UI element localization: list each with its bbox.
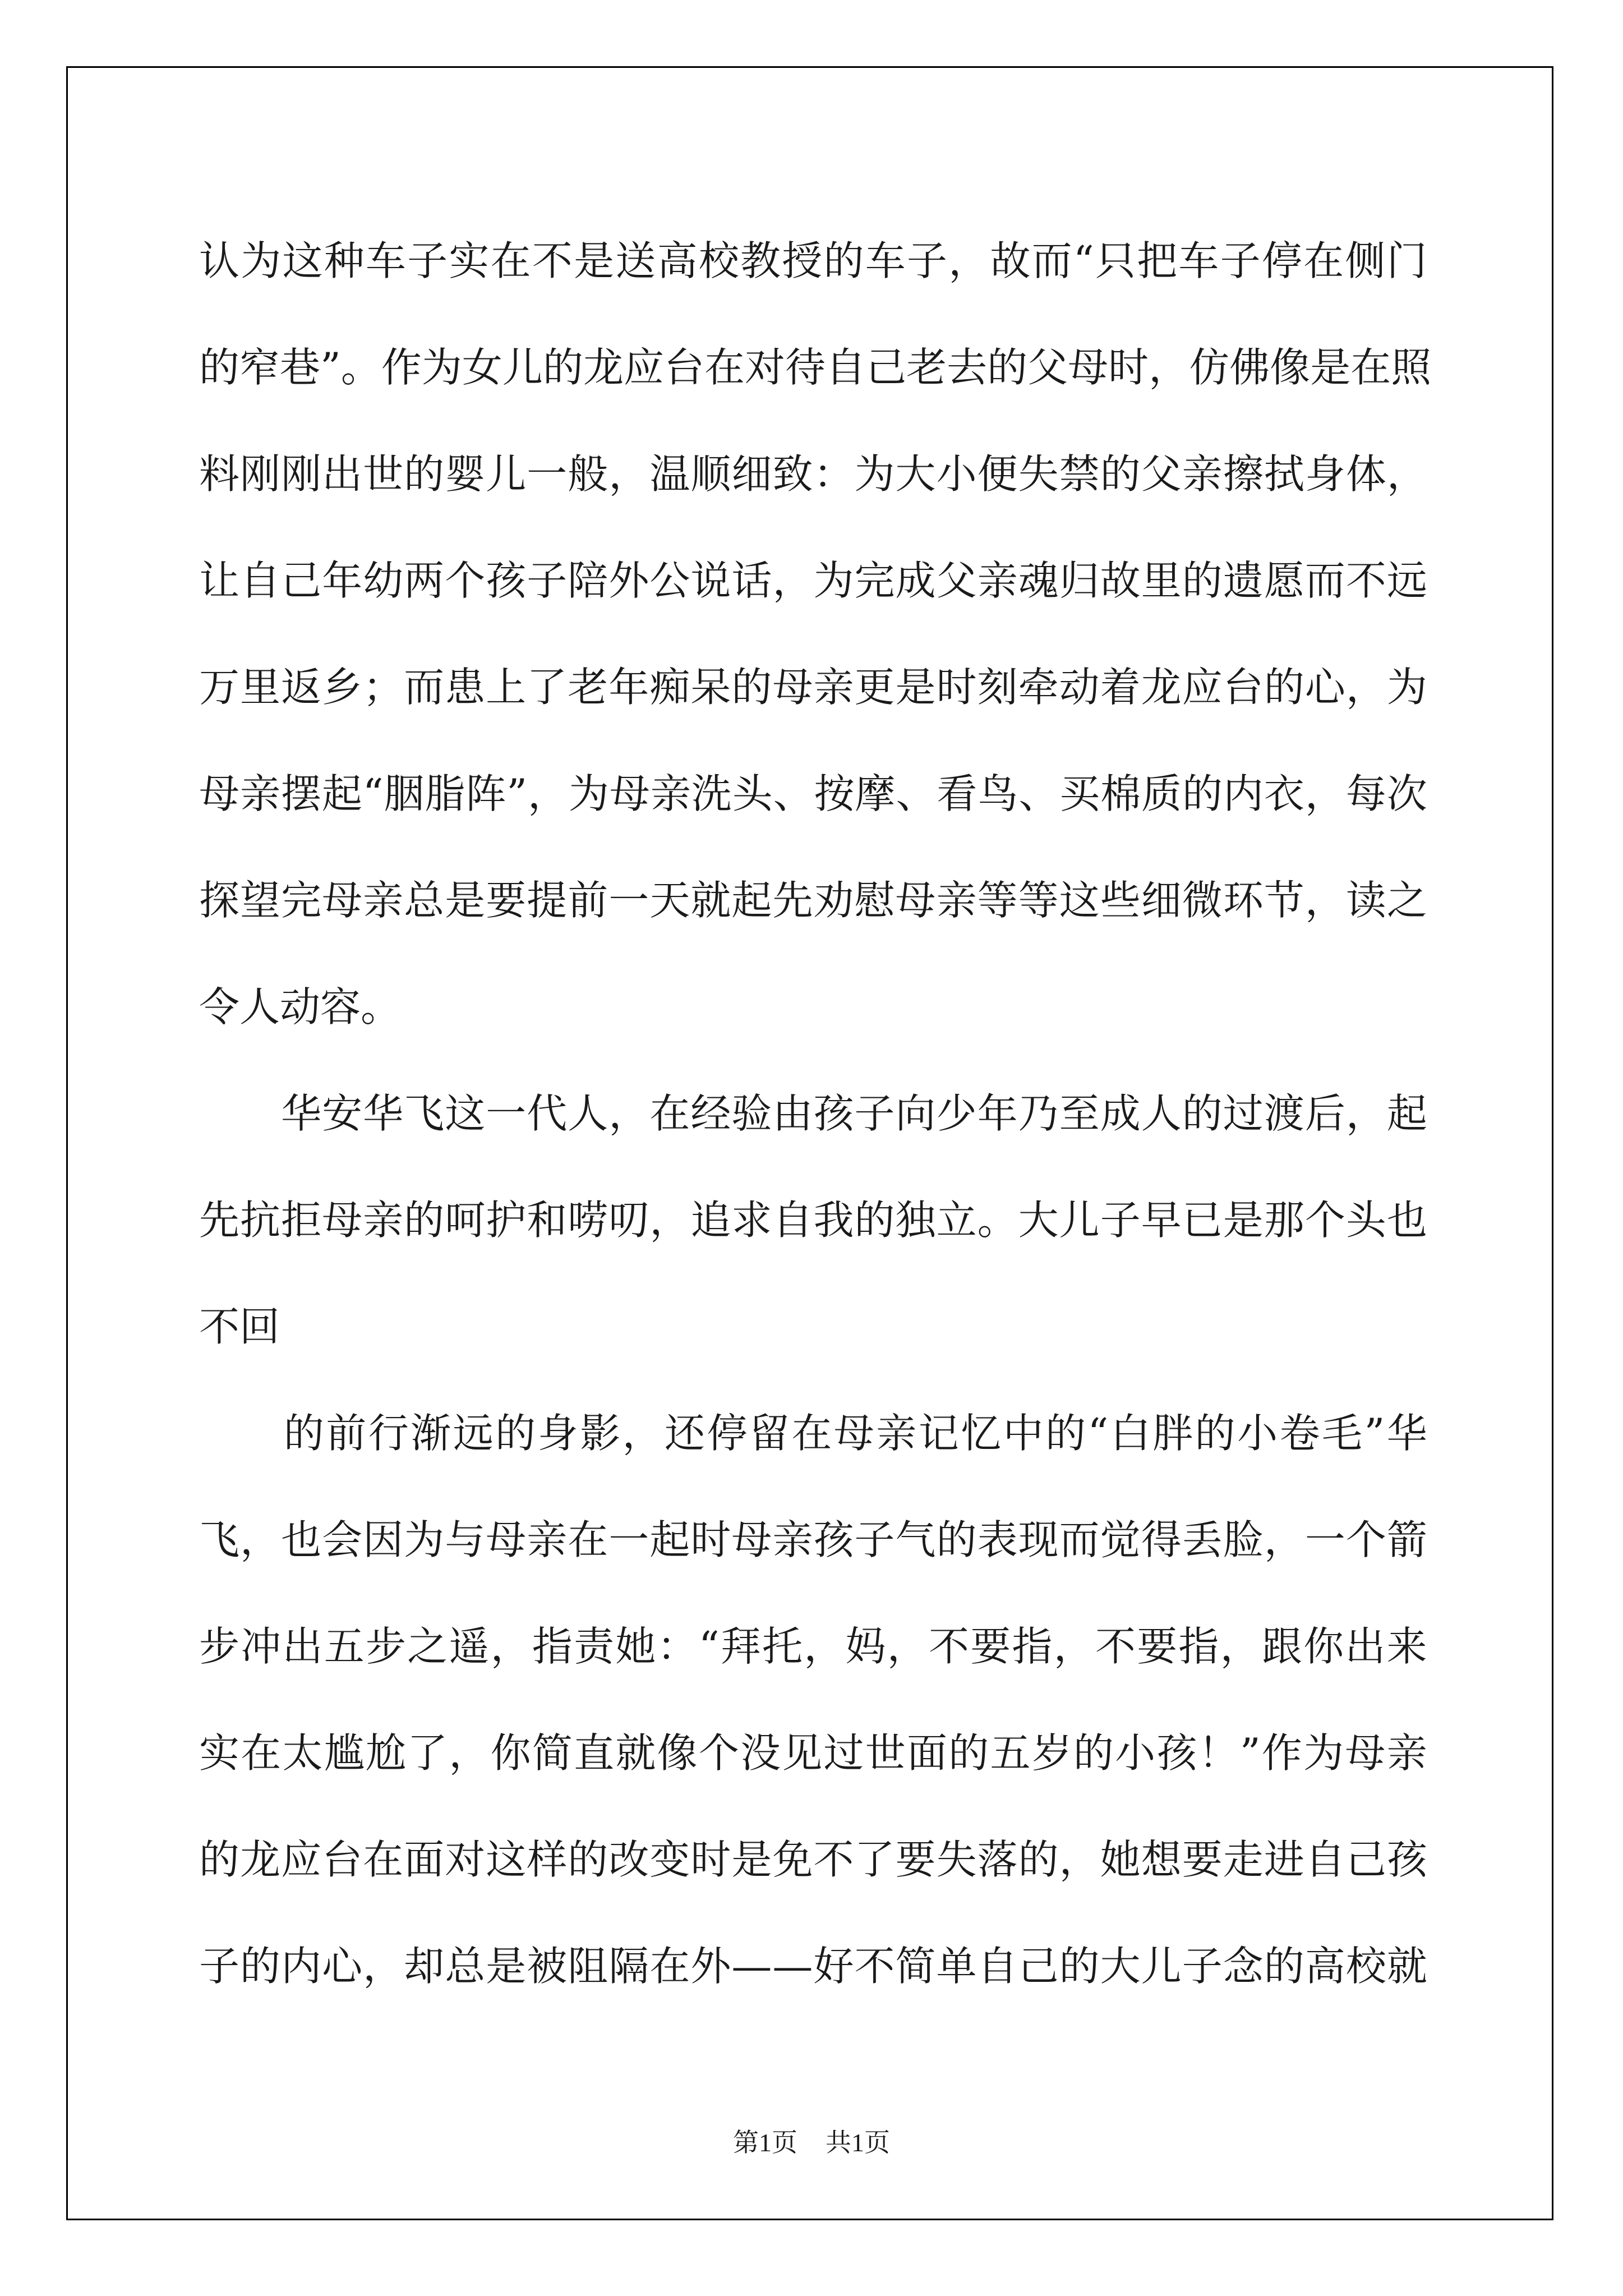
text-line: 万 里 返 乡 ； 而 患 上 了 老 年 痴 呆 的 母 亲 更 是 时 刻 牵 动 着 龙 应 台 的 心 ， 为	[199, 664, 1427, 711]
page-footer	[0, 2126, 1623, 2160]
text-line: 先 抗 拒 母 亲 的 呵 护 和 唠 叨 ， 追 求 自 我 的 独 立 。 大 儿 子 早 已 是 那 个 头 也	[199, 1197, 1427, 1244]
text-line: 实 在 太 尴 尬 了 ， 你 简 直 就 像 个 没 见 过 世 面 的 五 岁 的 小 孩 ！ ” 作 为 母 亲	[199, 1729, 1427, 1777]
text-line: 子 的 内 心 ， 却 总 是 被 阻 隔 在 外 — — 好 不 简 单 自 己 的 大 儿 子 念 的 高 校 就	[199, 1943, 1427, 1990]
text-line: 的 龙 应 台 在 面 对 这 样 的 改 变 时 是 免 不 了 要 失 落 的 ， 她 想 要 走 进 自 己 孩	[199, 1836, 1427, 1883]
text-line: 步 冲 出 五 步 之 遥 ， 指 责 她 ： “ 拜 托 ， 妈 ， 不 要 指 ， 不 要 指 ， 跟 你 出 来	[199, 1623, 1427, 1670]
page-number: 第1页	[733, 2128, 797, 2157]
text-line: 探 望 完 母 亲 总 是 要 提 前 一 天 就 起 先 劝 慰 母 亲 等 等 这 些 细 微 环 节 ， 读 之	[199, 877, 1427, 924]
text-line: 令人动容。	[199, 983, 402, 1030]
page-total: 共1页	[826, 2128, 890, 2157]
text-line: 华 安 华 飞 这 一 代 人 ， 在 经 验 由 孩 子 向 少 年 乃 至 成 人 的 过 渡 后 ， 起	[281, 1090, 1427, 1137]
text-line: 让 自 己 年 幼 两 个 孩 子 陪 外 公 说 话 ， 为 完 成 父 亲 魂 归 故 里 的 遗 愿 而 不 远	[199, 557, 1427, 604]
text-line: 母 亲 摆 起 “ 胭 脂 阵 ” ， 为 母 亲 洗 头 、 按 摩 、 看 鸟 、 买 棉 质 的 内 衣 ， 每 次	[199, 770, 1427, 817]
text-line: 的 窄 巷 ” 。 作 为 女 儿 的 龙 应 台 在 对 待 自 己 老 去 的 父 母 时 ， 仿 佛 像 是 在 照	[199, 344, 1432, 391]
text-line: 料 刚 刚 出 世 的 婴 儿 一 般 ， 温 顺 细 致 ： 为 大 小 便 失 禁 的 父 亲 擦 拭 身 体 ，	[199, 450, 1427, 498]
text-line: 认 为 这 种 车 子 实 在 不 是 送 高 校 教 授 的 车 子 ， 故 而 “ 只 把 车 子 停 在 侧 门	[199, 237, 1427, 284]
text-line: 飞 ， 也 会 因 为 与 母 亲 在 一 起 时 母 亲 孩 子 气 的 表 现 而 觉 得 丢 脸 ， 一 个 箭	[199, 1516, 1427, 1563]
document-body	[199, 216, 1432, 2028]
text-line: 的 前 行 渐 远 的 身 影 ， 还 停 留 在 母 亲 记 忆 中 的 “ 白 胖 的 小 卷 毛 ” 华	[283, 1410, 1427, 1457]
text-line: 不回	[199, 1303, 280, 1350]
